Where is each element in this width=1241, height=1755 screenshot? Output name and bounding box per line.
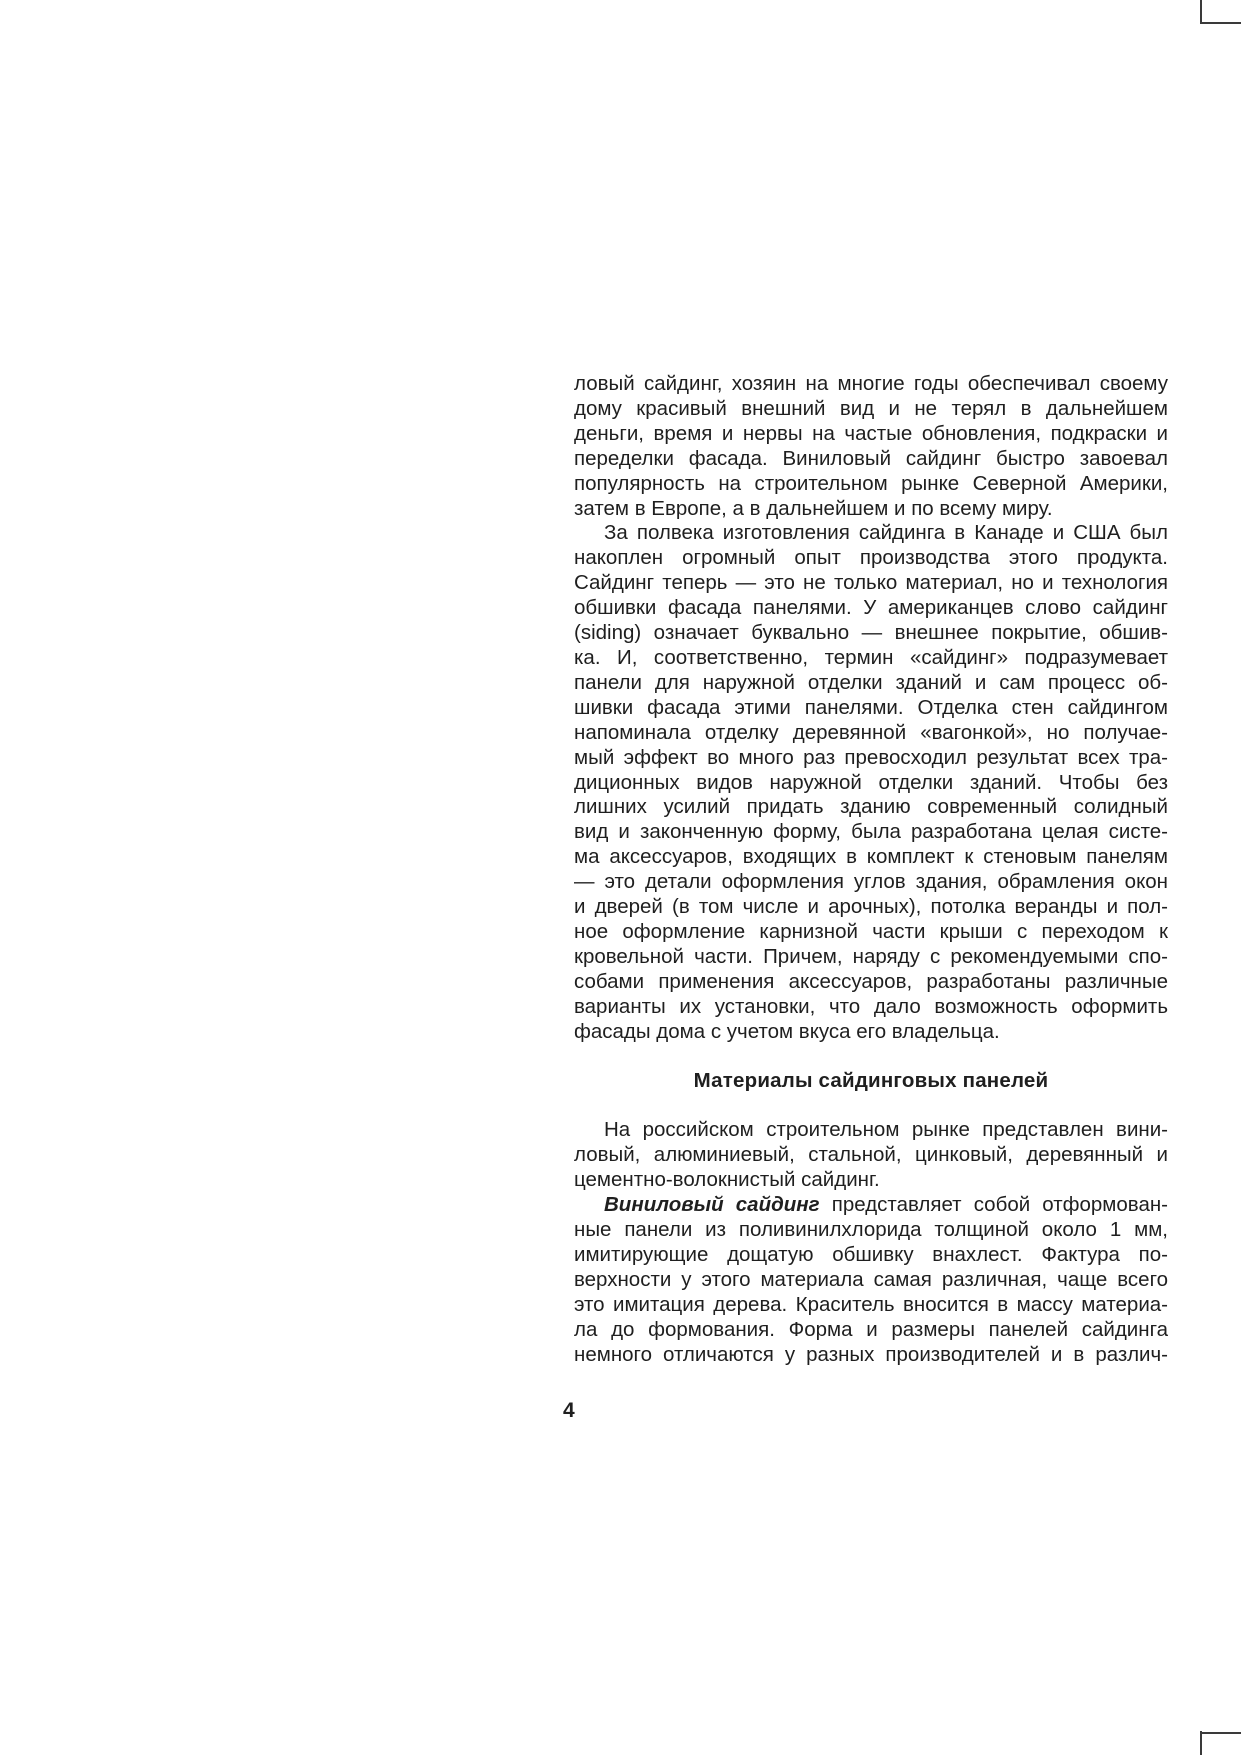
text-line: кровельной части. Причем, наряду с рекомендуемыми спо- — [574, 944, 1168, 968]
text-line: За полвека изготовления сайдинга в Канаде и США был — [604, 521, 1168, 545]
text-line: деньги, время и нервы на частые обновления, подкраски и — [574, 421, 1168, 445]
crop-mark-bottom-horizontal — [1200, 1732, 1241, 1734]
text-line: собами применения аксессуаров, разработаны различные — [574, 969, 1168, 993]
text-line: панели для наружной отделки зданий и сам процесс об- — [574, 670, 1168, 694]
crop-mark-top-vertical — [1200, 0, 1202, 24]
paragraph-1 — [574, 372, 1168, 521]
term-vinyl-siding: Виниловый сайдинг — [604, 1193, 820, 1217]
text-column — [574, 372, 1168, 1368]
text-line: мый эффект во много раз превосходил результат всех тра- — [574, 745, 1168, 769]
text-line: немного отличаются у разных производителей и в различ- — [574, 1342, 1168, 1366]
text-line — [574, 1193, 1168, 1218]
text-line: цементно-волокнистый сайдинг. — [574, 1168, 880, 1192]
text-line: и дверей (в том числе и арочных), потолка веранды и пол- — [574, 895, 1168, 919]
paragraph-4 — [574, 1193, 1168, 1367]
text-line: лишних усилий придать зданию современный солидный — [574, 795, 1168, 819]
text-line: шивки фасада этими панелями. Отделка стен сайдингом — [574, 695, 1168, 719]
paragraph-3 — [574, 1118, 1168, 1193]
text-line: вид и законченную форму, была разработана целая систе- — [574, 820, 1168, 844]
text-line: накоплен огромный опыт производства этого продукта. — [574, 546, 1168, 570]
text-line: переделки фасада. Виниловый сайдинг быстро завоевал — [574, 446, 1168, 470]
crop-mark-bottom-vertical — [1200, 1731, 1202, 1755]
text-line: ловый, алюминиевый, стальной, цинковый, деревянный и — [574, 1143, 1168, 1167]
text-line: (siding) означает буквально — внешнее покрытие, обшив- — [574, 621, 1168, 645]
text-line: ла до формования. Форма и размеры панелей сайдинга — [574, 1317, 1168, 1341]
text-line: ка. И, соответственно, термин «сайдинг» подразумевает — [574, 645, 1168, 669]
text-line: имитирующие дощатую обшивку внахлест. Фактура по- — [574, 1243, 1168, 1266]
text-line: затем в Европе, а в дальнейшем и по всему миру. — [574, 496, 1053, 520]
text-line: напоминала отделку деревянной «вагонкой», но получае- — [574, 720, 1168, 744]
paragraph-2 — [574, 521, 1168, 1044]
text-line: ма аксессуаров, входящих в комплект к стеновым панелям — [574, 845, 1168, 869]
text-line: Сайдинг теперь — это не только материал, но и технология — [574, 571, 1168, 595]
text-line: популярность на строительном рынке Северной Америки, — [574, 471, 1168, 495]
text-line: варианты их установки, что дало возможность оформить — [574, 994, 1168, 1018]
section-heading: Материалы сайдинговых панелей — [693, 1069, 1049, 1093]
text-line: — это детали оформления углов здания, обрамления окон — [574, 870, 1168, 894]
text-line: ные панели из поливинилхлорида толщиной около 1 мм, — [574, 1218, 1168, 1242]
text-line: диционных видов наружной отделки зданий. Чтобы без — [574, 770, 1168, 794]
text-line: ное оформление карнизной части крыши с переходом к — [574, 919, 1168, 943]
text-line: фасады дома с учетом вкуса его владельца. — [574, 1019, 1000, 1043]
crop-mark-top-horizontal — [1200, 22, 1241, 24]
text-line: ловый сайдинг, хозяин на многие годы обеспечивал своему — [574, 372, 1168, 395]
page-number: 4 — [563, 1399, 575, 1422]
text-fragment: представляет собой отформован- — [819, 1193, 1169, 1217]
text-line: На российском строительном рынке представлен вини- — [604, 1118, 1168, 1142]
text-line: дому красивый внешний вид и не терял в дальнейшем — [574, 396, 1168, 420]
text-line: верхности у этого материала самая различная, чаще всего — [574, 1267, 1168, 1291]
text-line: обшивки фасада панелями. У американцев слово сайдинг — [574, 596, 1168, 620]
text-line: это имитация дерева. Краситель вносится в массу материа- — [574, 1292, 1168, 1316]
